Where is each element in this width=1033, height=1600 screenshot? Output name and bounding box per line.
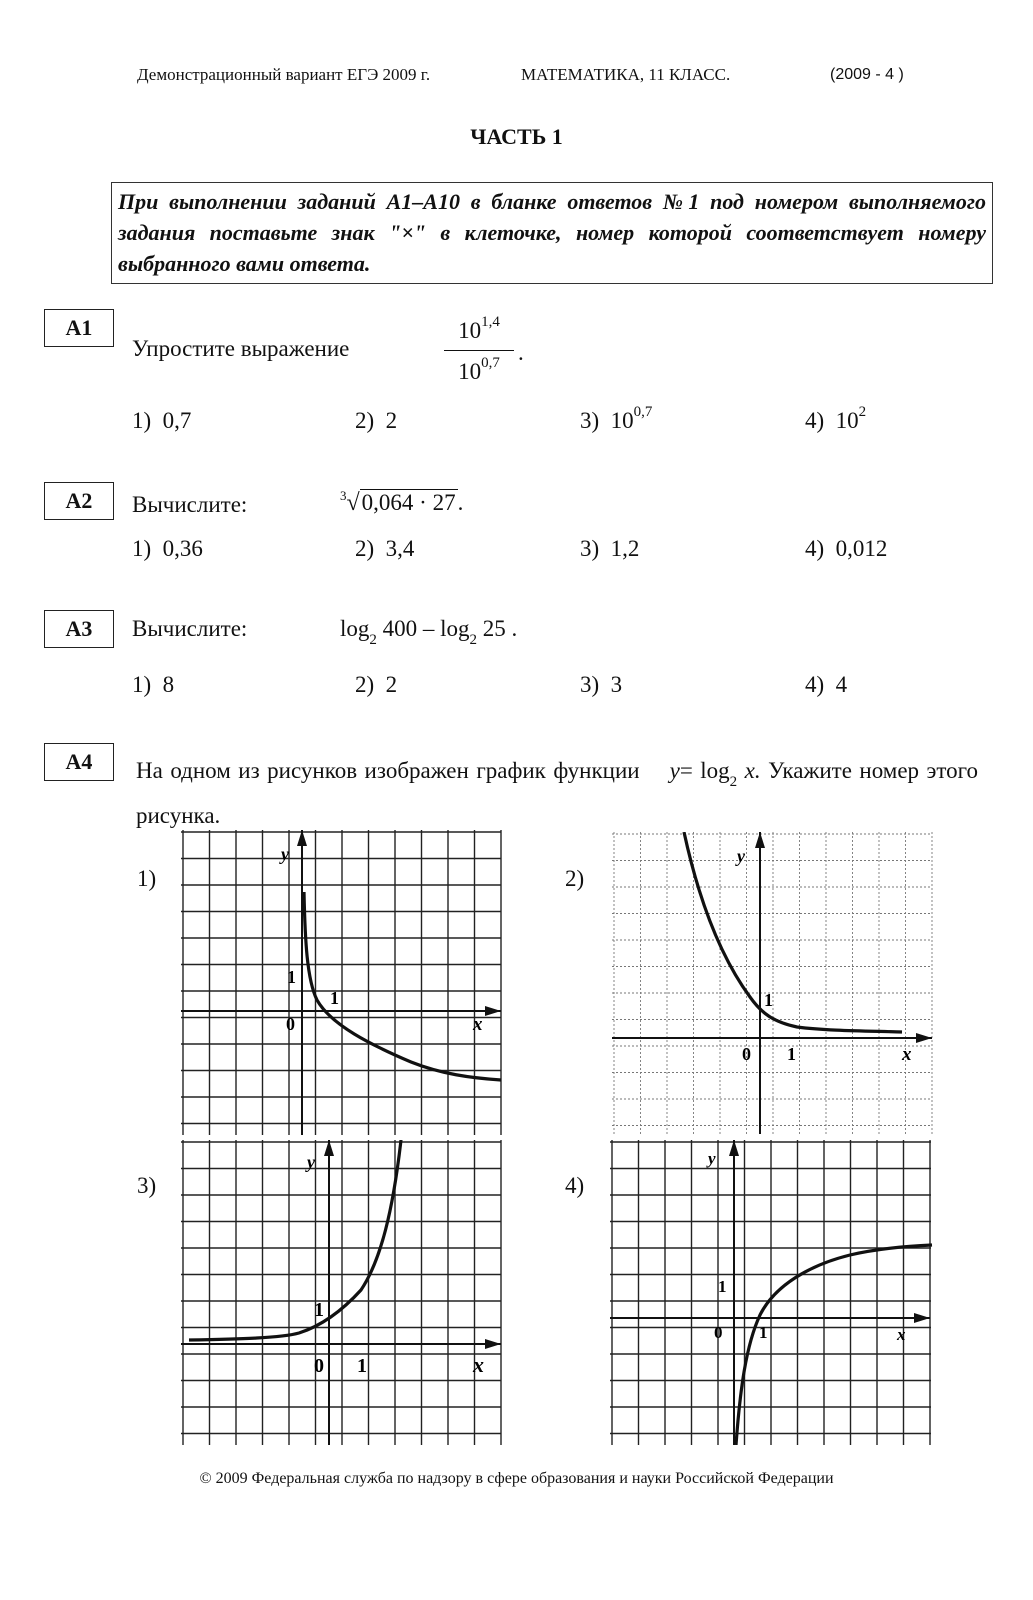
header-left: Демонстрационный вариант ЕГЭ 2009 г. <box>137 65 431 84</box>
a1-fraction <box>444 314 514 385</box>
a4-text <box>136 750 978 837</box>
graph-1-one-x: 1 <box>330 988 339 1008</box>
option-number: 4) <box>805 536 825 561</box>
option-number: 1) <box>132 672 152 697</box>
graph-1-x-arrow <box>485 1006 501 1016</box>
formula-base: 2 <box>729 774 738 790</box>
a2-option-2[interactable] <box>355 536 414 562</box>
graph-2-curve <box>684 832 902 1032</box>
header-right: (2009 - 4 ) <box>830 66 904 83</box>
task-label-a3: A3 <box>44 610 114 648</box>
option-number: 1) <box>132 408 152 433</box>
option-number: 2) <box>355 536 375 561</box>
a1-num-base: 10 <box>458 318 482 343</box>
a1-option-4[interactable] <box>805 404 867 434</box>
log-argument: 400 – log <box>382 616 470 641</box>
a3-option-1[interactable] <box>132 672 174 698</box>
option-exponent: 2 <box>858 404 867 420</box>
graph-1-grid <box>181 830 501 1135</box>
formula-x: x. <box>744 758 761 783</box>
option-value: 8 <box>162 672 175 697</box>
graph-2-y-label: y <box>737 846 745 866</box>
a1-trail: . <box>518 340 524 365</box>
graph-4-x-arrow <box>914 1313 930 1323</box>
a2-trail: . <box>457 490 464 515</box>
log-word: log <box>340 616 370 641</box>
formula-log: = log <box>679 758 730 783</box>
part-title: ЧАСТЬ 1 <box>470 124 563 149</box>
a2-root-index: 3 <box>340 488 347 503</box>
a3-option-3[interactable] <box>580 672 622 698</box>
option-value: 10 <box>835 408 859 433</box>
option-number: 3) <box>580 536 600 561</box>
option-number: 1) <box>132 536 152 561</box>
graph-3-curve <box>189 1140 401 1340</box>
a2-option-3[interactable] <box>580 536 639 562</box>
graph-4-y-label: y <box>708 1149 716 1168</box>
graph-1-x-label: x <box>473 1014 483 1035</box>
option-number: 3) <box>580 408 600 433</box>
graph-2-x-label: x <box>902 1044 912 1065</box>
a2-radicand: 0,064 · 27 <box>361 490 456 515</box>
log-base: 2 <box>369 632 377 648</box>
option-value: 2 <box>385 672 398 697</box>
graph-2-one-y: 1 <box>764 990 773 1010</box>
graph-3-number[interactable]: 3) <box>137 1173 157 1198</box>
option-value: 3 <box>610 672 623 697</box>
a1-option-2[interactable] <box>355 408 397 434</box>
graph-2-x-arrow <box>916 1033 932 1043</box>
option-number: 4) <box>805 672 825 697</box>
graph-1-one-y: 1 <box>287 967 296 987</box>
option-value: 0,36 <box>162 536 203 561</box>
option-number: 4) <box>805 408 825 433</box>
graph-2[interactable] <box>612 832 936 1134</box>
graph-2-origin: 0 <box>742 1044 751 1064</box>
a2-expression <box>340 490 463 517</box>
a1-num-exp: 1,4 <box>481 314 500 330</box>
graph-1[interactable] <box>181 830 505 1135</box>
footer: © 2009 Федеральная служба по надзору в сфере образования и науки Российской Федерации <box>199 1470 834 1487</box>
graph-4-grid <box>610 1140 931 1445</box>
a4-text-after: Укажите номер этого рисунка. <box>136 758 979 828</box>
a1-den-base: 10 <box>458 359 482 384</box>
option-exponent: 0,7 <box>633 404 653 420</box>
graph-3-y-label: y <box>307 1152 315 1172</box>
graph-1-origin: 0 <box>286 1014 295 1034</box>
option-value: 0,012 <box>835 536 888 561</box>
a3-prompt: Вычислите: <box>132 616 248 641</box>
graph-3-grid <box>181 1140 501 1445</box>
a1-prompt: Упростите выражение <box>132 336 350 361</box>
option-value: 1,2 <box>610 536 640 561</box>
option-value: 3,4 <box>385 536 415 561</box>
a3-option-4[interactable] <box>805 672 847 698</box>
a3-expression <box>340 616 518 648</box>
option-number: 2) <box>355 672 375 697</box>
option-value: 0,7 <box>162 408 192 433</box>
a2-option-1[interactable] <box>132 536 203 562</box>
graph-4[interactable] <box>610 1140 935 1445</box>
graph-1-curve <box>304 892 501 1080</box>
task-label-a1: A1 <box>44 309 114 347</box>
formula-y: y <box>669 758 680 783</box>
graph-3-x-label: x <box>473 1352 484 1377</box>
graph-1-number[interactable]: 1) <box>137 866 157 891</box>
graph-3-origin: 0 <box>314 1355 324 1377</box>
option-number: 3) <box>580 672 600 697</box>
graph-3[interactable] <box>181 1140 505 1445</box>
graph-2-grid <box>612 832 932 1134</box>
graph-4-number[interactable]: 4) <box>565 1173 585 1198</box>
graph-2-one-x: 1 <box>787 1044 796 1064</box>
option-value: 10 <box>610 408 634 433</box>
instruction-box: При выполнении заданий А1–А10 в бланке ответов №1 под номером выполняемого задания поставьте знак "×" в клеточке, номер которой соответствует номеру выбранного вами ответа. <box>111 182 993 284</box>
a1-den-exp: 0,7 <box>481 355 500 371</box>
a1-option-1[interactable] <box>132 408 191 434</box>
a1-option-3[interactable] <box>580 404 653 434</box>
a2-prompt: Вычислите: <box>132 492 248 517</box>
graph-3-one-x: 1 <box>357 1355 367 1377</box>
log-argument: 25 . <box>482 616 518 641</box>
radical-sign: √ <box>346 490 360 516</box>
task-label-a2: A2 <box>44 482 114 520</box>
option-value: 4 <box>835 672 848 697</box>
graph-4-origin: 0 <box>714 1323 723 1342</box>
header-center: МАТЕМАТИКА, 11 КЛАСС. <box>521 65 731 84</box>
option-number: 2) <box>355 408 375 433</box>
graph-3-x-arrow <box>485 1339 501 1349</box>
option-value: 2 <box>385 408 398 433</box>
graph-4-one-y: 1 <box>718 1277 727 1296</box>
a4-text-before: На одном из рисунков изображен график функции <box>136 758 640 783</box>
log-base: 2 <box>469 632 478 648</box>
a2-option-4[interactable] <box>805 536 887 562</box>
graph-3-one-y: 1 <box>314 1299 324 1321</box>
task-label-a4: A4 <box>44 743 114 781</box>
graph-4-one-x: 1 <box>759 1323 768 1342</box>
a3-option-2[interactable] <box>355 672 397 698</box>
graph-1-y-label: y <box>281 844 289 864</box>
graph-2-number[interactable]: 2) <box>565 866 585 891</box>
graph-4-x-label: x <box>897 1325 906 1344</box>
